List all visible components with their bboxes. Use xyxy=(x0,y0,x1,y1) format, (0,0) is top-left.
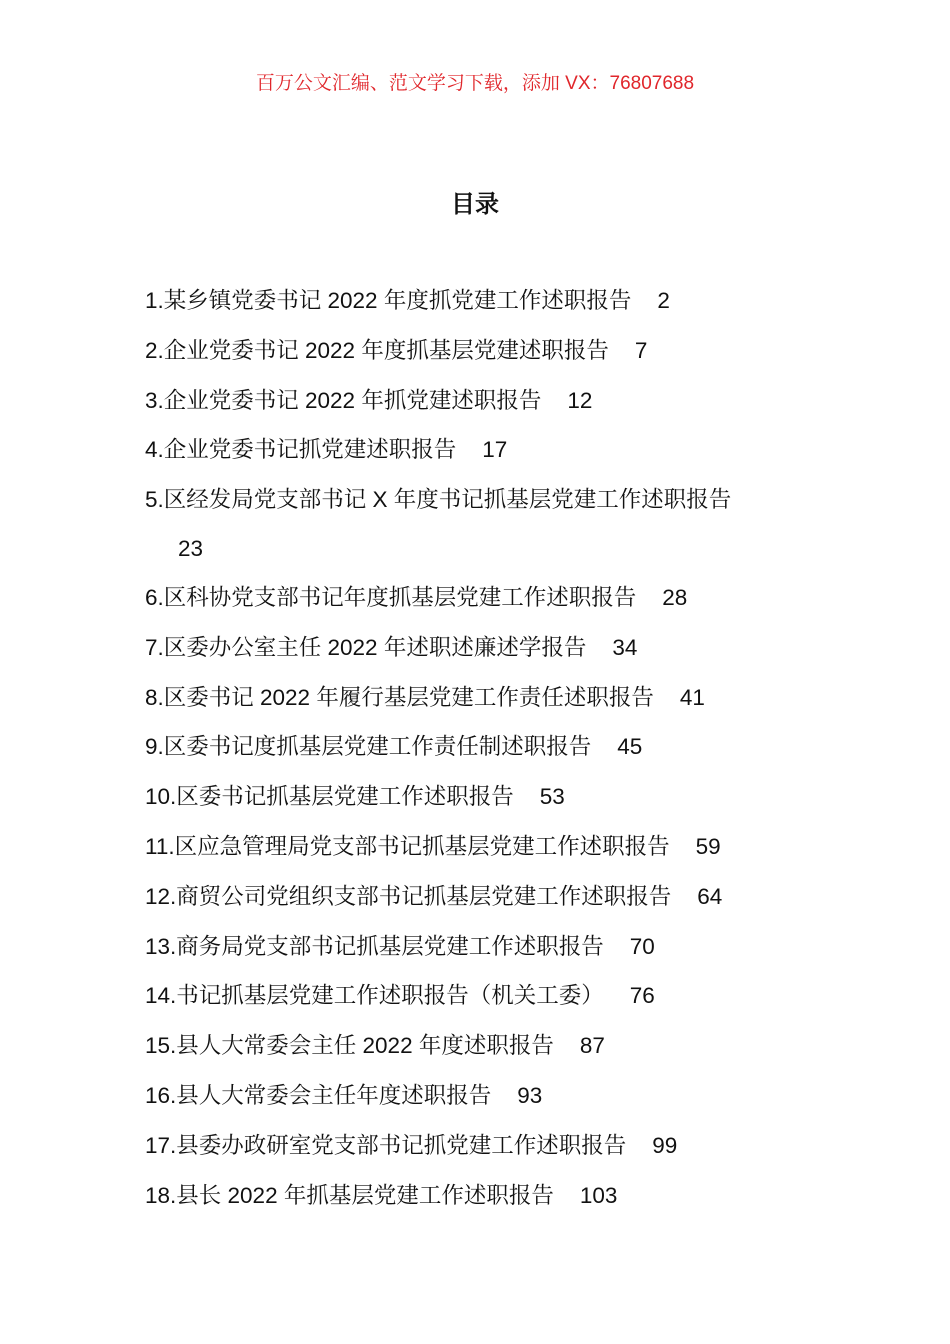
toc-entry-page: 103 xyxy=(579,1182,618,1208)
toc-entry-page: 64 xyxy=(697,883,723,909)
toc-entry-page: 93 xyxy=(517,1082,543,1108)
toc-entry[interactable] xyxy=(145,971,813,1021)
toc-entry[interactable] xyxy=(145,1121,813,1171)
toc-entry-page: 28 xyxy=(662,584,688,610)
toc-entry-title: 4.企业党委书记抓党建述职报告 xyxy=(145,437,457,463)
toc-entry[interactable] xyxy=(145,276,813,326)
toc-entry-title: 8.区委书记 2022 年履行基层党建工作责任述职报告 xyxy=(145,684,654,710)
toc-entry-page: 70 xyxy=(629,933,655,959)
toc-entry-title: 16.县人大常委会主任年度述职报告 xyxy=(145,1082,492,1108)
watermark-banner: 百万公文汇编、范文学习下载，添加 VX：76807688 xyxy=(255,73,695,94)
toc-entry[interactable] xyxy=(145,376,813,426)
toc-entry-title: 2.企业党委书记 2022 年度抓基层党建述职报告 xyxy=(145,337,609,363)
toc-entry[interactable] xyxy=(145,822,813,872)
toc-entry-title: 17.县委办政研室党支部书记抓党建工作述职报告 xyxy=(145,1132,627,1158)
toc-entry-title: 3.企业党委书记 2022 年抓党建述职报告 xyxy=(145,387,542,413)
toc-entry-page: 45 xyxy=(617,734,643,760)
toc-entry-title: 12.商贸公司党组织支部书记抓基层党建工作述职报告 xyxy=(145,883,672,909)
toc-entry[interactable] xyxy=(145,623,813,673)
toc-entry-page: 59 xyxy=(695,833,721,859)
toc-entry-title: 6.区科协党支部书记年度抓基层党建工作述职报告 xyxy=(145,584,637,610)
toc-entry-title: 18.县长 2022 年抓基层党建工作述职报告 xyxy=(145,1182,554,1208)
toc-entry-page: 76 xyxy=(629,983,655,1009)
toc-entry[interactable] xyxy=(145,772,813,822)
toc-entry-page: 99 xyxy=(652,1132,678,1158)
toc-entry[interactable] xyxy=(145,673,813,723)
toc-entry-page: 7 xyxy=(634,337,648,363)
toc-entry[interactable] xyxy=(145,722,813,772)
toc-entry-page: 2 xyxy=(657,288,670,313)
toc-entry-page: 34 xyxy=(612,634,638,660)
toc-entry-page: 53 xyxy=(539,784,565,810)
toc-entry[interactable] xyxy=(145,872,813,922)
toc-entry[interactable] xyxy=(145,922,813,972)
toc-entry-page: 87 xyxy=(579,1033,605,1059)
toc-entry-title: 15.县人大常委会主任 2022 年度述职报告 xyxy=(145,1033,554,1059)
toc-entry-page: 12 xyxy=(567,387,593,413)
toc-entry-page: 17 xyxy=(482,437,508,463)
toc-entry-title: 5.区经发局党支部书记 X 年度书记抓基层党建工作述职报告 xyxy=(145,487,732,513)
toc-entry-page: 23 xyxy=(178,535,204,561)
toc-entry[interactable] xyxy=(145,425,813,475)
toc-entry-title: 13.商务局党支部书记抓基层党建工作述职报告 xyxy=(145,933,604,959)
toc-entry-title: 7.区委办公室主任 2022 年述职述廉述学报告 xyxy=(145,634,587,660)
toc-entry-title: 14.书记抓基层党建工作述职报告（机关工委） xyxy=(145,983,604,1009)
toc-entry-page: 41 xyxy=(679,684,705,710)
toc-entry-title: 1.某乡镇党委书记 2022 年度抓党建工作述职报告 xyxy=(145,288,632,313)
toc-entry[interactable] xyxy=(145,326,813,376)
table-of-contents xyxy=(145,276,813,1220)
toc-entry[interactable] xyxy=(145,573,813,623)
toc-entry-title: 9.区委书记度抓基层党建工作责任制述职报告 xyxy=(145,734,592,760)
toc-entry-title: 11.区应急管理局党支部书记抓基层党建工作述职报告 xyxy=(145,833,670,859)
toc-entry-title: 10.区委书记抓基层党建工作述职报告 xyxy=(145,784,514,810)
toc-title: 目录 xyxy=(451,191,499,218)
toc-entry[interactable] xyxy=(145,1021,813,1071)
toc-entry[interactable] xyxy=(145,1171,813,1221)
toc-entry[interactable] xyxy=(145,1071,813,1121)
toc-entry[interactable] xyxy=(145,475,813,573)
